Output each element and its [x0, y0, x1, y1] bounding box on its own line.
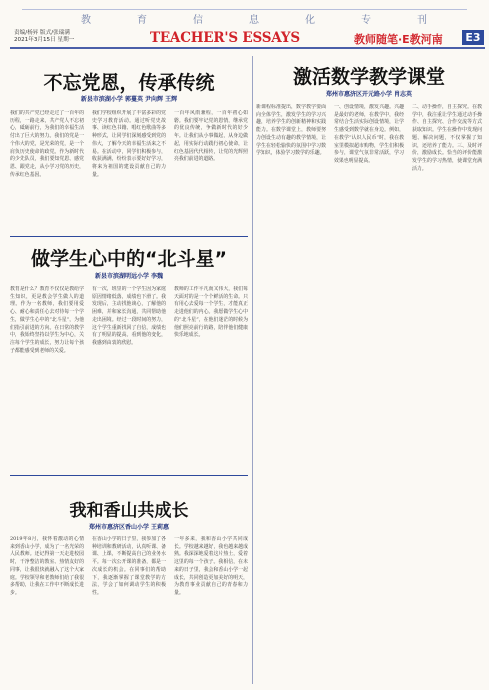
masthead-bottom-rule — [10, 47, 485, 49]
article-title: 激活数学教学课堂 — [292, 66, 445, 88]
article-byline: 新县市滨湖明远小学 李魏 — [94, 273, 164, 280]
article-column: 一百年风雨兼程，一百年初心如磐。我们要牢记党的恩情，继承党的优良传统，争做新时代的好少年。让我们从小事做起，从身边做起，用实际行动践行初心使命，让红色基因代代相传，让党的光辉照亮我们前进的道路。 — [174, 110, 248, 163]
article-byline: 郑州市惠济区开元路小学 肖志英 — [325, 91, 413, 98]
article-column: 2019年8月，我怀着激动的心情来到香山小学，成为了一名光荣的人民教师。还记得第一天走进校园时，干净整洁的教室、热情友好的同事，让我很快就融入了这个大家庭。学校领导和老教师们给了我很多帮助，让我在工作中不断成长进步。 — [10, 536, 84, 596]
article-column: 教育是什么？教育不仅仅是教给学生知识，更是教会学生做人的道理。作为一名教师，我们要用爱心、耐心和责任心去对待每一个学生，做学生心中的“北斗星”，为他们指引前进的方向。在日常的教学中，我始终坚持以学生为中心，关注每个学生的成长，努力让每个孩子都能感受到老师的关爱。 — [10, 286, 84, 354]
issue-date: 2021年3月15日 星期一 — [14, 37, 75, 43]
page-number-badge: E3 — [462, 30, 484, 45]
section-title-char: 信 — [193, 15, 203, 26]
article-byline: 郑州市惠济区香山小学 王莉惠 — [88, 524, 170, 531]
article-column: 一年多来，我和香山小学共同成长。学校越来越好，我也越来越成熟。我深深地爱着这片热土，爱着这里的每一个孩子。我相信，在未来的日子里，我会和香山小学一起成长，共同创造更加美好的明天，为教育事业贡献自己的青春和力量。 — [174, 536, 248, 596]
article-column: 有一次，班里的一个学生因为家庭原因情绪低落，成绩也下滑了。我发现后，主动找他谈心，了解他的困难，并和家长沟通，共同帮助他走出困境。经过一段时间的努力，这个学生重新找回了自信，成绩也有了明显的提高。看到他的变化，我感到由衷的欣慰。 — [92, 286, 166, 346]
article-dangshi — [10, 54, 248, 232]
article-column: 我们学校组织开展了丰富多彩的党史学习教育活动。通过听党史故事、读红色书籍、唱红色歌曲等多种形式，让同学们深刻感受到党的伟大，了解今天的幸福生活来之不易。在活动中，同学们积极参与，收获满满，纷纷表示要好好学习，将来为祖国的建设贡献自己的力量。 — [92, 110, 166, 178]
section-title-char: 教 — [81, 15, 91, 26]
section-title-char: 刊 — [417, 15, 427, 26]
column-divider — [252, 56, 253, 684]
article-jiliketang — [256, 54, 482, 686]
article-column: 在香山小学的日子里，我参加了各种培训和教研活动，认真听课、备课、上课，不断提高自己的业务水平。每一次公开课的准备，都是一次成长的机会。在同事们的帮助下，我逐渐掌握了课堂教学的方法，学会了如何调动学生的积极性。 — [92, 536, 166, 596]
article-column: 二、动手操作，自主探究。在教学中，我注重让学生通过动手操作、自主探究、合作交流等方式获取知识。学生在操作中发现问题、解决问题，不仅掌握了知识，还培养了能力。三、及时评价，激励成长。恰当的评价能激发学生的学习热情，使课堂充满活力。 — [412, 104, 482, 172]
section-divider — [10, 475, 248, 476]
article-column: 我们的共产党已经走过了一百年的历程，一路走来，共产党人不忘初心，砥砺前行，为我们的幸福生活付出了巨大的努力。我们的党是一个伟大的党，是光荣的党，是一个肩负历史使命的政党。作为新时代的少先队员，我们要知党恩、感党恩、跟党走，从小学习党的历史，传承红色基因。 — [10, 110, 84, 178]
article-xiangshan — [10, 478, 248, 686]
section-title-char: 育 — [137, 15, 147, 26]
article-column: 一、创设情境，激发兴趣。兴趣是最好的老师，在教学中，我经常结合生活实际创设情境，让学生感受到数学就在身边。例如，在教学“认识人民币”时，我在教室里模拟超市购物，学生们积极参与，课堂气氛非常活跃，学习效果也明显提高。 — [334, 104, 404, 164]
article-title: 我和香山共成长 — [69, 501, 189, 521]
article-beijixing — [10, 240, 248, 472]
article-byline: 新县市滨湖小学 郭蔓英 尹向辉 王辉 — [80, 96, 178, 103]
masthead — [0, 0, 489, 46]
article-title: 做学生心中的“北斗星” — [31, 248, 227, 270]
editors-line: 责编/杨昇 版式/张瑞满 — [14, 30, 70, 36]
article-title: 不忘党恩，传承传统 — [43, 72, 215, 94]
section-title-char: 专 — [361, 15, 371, 26]
article-column: 教师的工作平凡而又伟大，我们每天面对的是一个个鲜活的生命。只有用心去爱每一个学生，才能真正走进他们的内心。我愿做学生心中的“北斗星”，在他们迷茫的时候为他们照亮前行的路，陪伴他们健康快乐地成长。 — [174, 286, 248, 339]
masthead-top-rule — [22, 9, 467, 10]
section-title-char: 化 — [305, 15, 315, 26]
section-title — [58, 11, 478, 25]
banner-chinese: 教师随笔·E教河南 — [354, 33, 443, 46]
section-divider — [10, 236, 248, 237]
section-title-char: 息 — [249, 15, 259, 26]
article-column: 新课程标准提出，数学教学要面向全体学生，激发学生的学习兴趣，培养学生的创新精神和实践能力。在数学课堂上，教师要努力创设生动有趣的教学情境，让学生在轻松愉快的氛围中学习数学知识，体验学习数学的乐趣。 — [256, 104, 326, 157]
banner-english: TEACHER'S ESSAYS — [150, 30, 300, 46]
